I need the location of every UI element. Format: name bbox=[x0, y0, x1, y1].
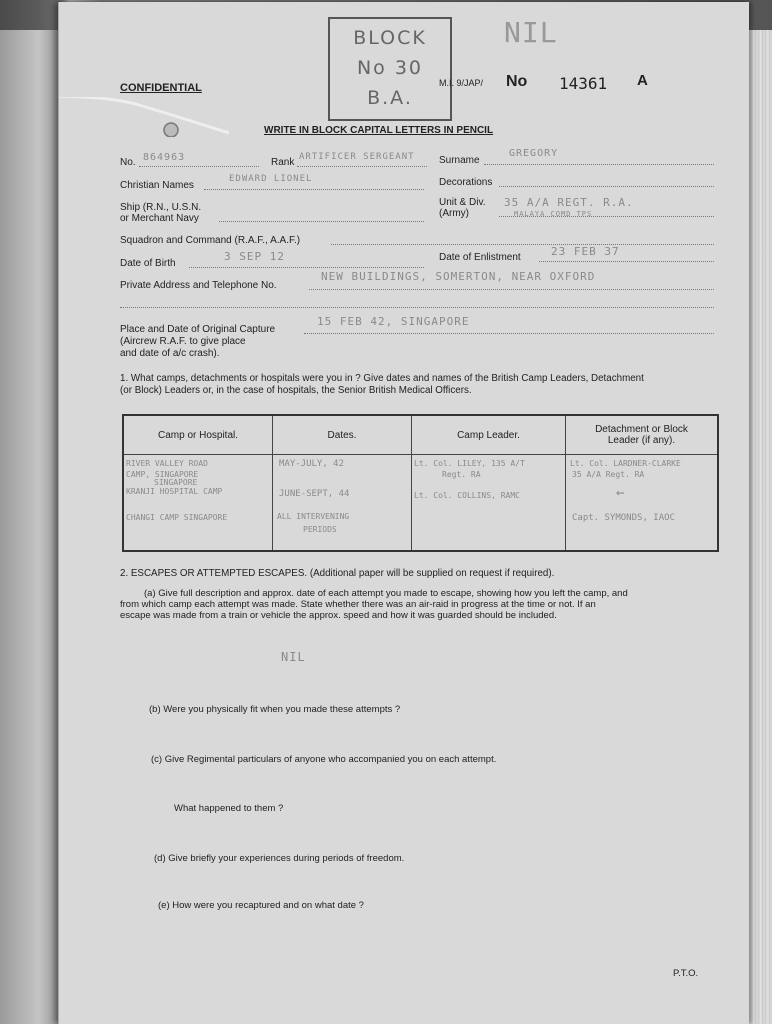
camp-2a: KRANJI HOSPITAL CAMP bbox=[126, 487, 223, 496]
form-suffix: A bbox=[637, 72, 648, 89]
rank-value: ARTIFICER SERGEANT bbox=[299, 152, 415, 162]
capture-label-3: and date of a/c crash). bbox=[120, 348, 220, 359]
dates-3a: ALL INTERVENING bbox=[277, 512, 350, 521]
capture-label-2: (Aircrew R.A.F. to give place bbox=[120, 336, 246, 347]
stamp-line-1: BLOCK bbox=[353, 27, 427, 49]
table-header-row bbox=[123, 415, 718, 455]
q1-text-1: 1. What camps, detachments or hospitals were you in ? Give dates and names of the British Camp Leaders, Detachment bbox=[120, 373, 644, 384]
leader-1b: Regt. RA bbox=[442, 470, 481, 479]
capture-value: 15 FEB 42, SINGAPORE bbox=[317, 315, 470, 328]
q2a-text-3: escape was made from a train or vehicle the approx. speed and how it was guarded should be included. bbox=[120, 610, 557, 621]
christian-names-value: EDWARD LIONEL bbox=[229, 174, 313, 184]
stamp-line-3: B.A. bbox=[367, 87, 413, 109]
q2-heading: 2. ESCAPES OR ATTEMPTED ESCAPES. (Additional paper will be supplied on request if required). bbox=[120, 568, 555, 579]
unit-label-2: (Army) bbox=[439, 208, 469, 219]
camp-2b: SINGAPORE bbox=[154, 478, 198, 487]
unit-label-1: Unit & Div. bbox=[439, 197, 486, 208]
dob-label: Date of Birth bbox=[120, 258, 176, 269]
dates-1: MAY-JULY, 42 bbox=[279, 459, 345, 469]
ship-label-1: Ship (R.N., U.S.N. bbox=[120, 202, 202, 213]
document-page bbox=[58, 2, 749, 1024]
col-dates-header: Dates. bbox=[273, 415, 412, 455]
col-camp-header: Camp or Hospital. bbox=[123, 415, 273, 455]
block-1b: 35 A/A Regt. RA bbox=[572, 470, 645, 479]
tie-string bbox=[59, 97, 229, 137]
col-leader-header: Camp Leader. bbox=[412, 415, 566, 455]
pto-label: P.T.O. bbox=[673, 968, 699, 979]
leader-2: Lt. Col. COLLINS, RAMC bbox=[414, 491, 520, 500]
christian-names-label: Christian Names bbox=[120, 180, 194, 191]
confidential-label: CONFIDENTIAL bbox=[120, 82, 202, 94]
q2b-text: (b) Were you physically fit when you made these attempts ? bbox=[149, 704, 401, 715]
unit-value-2: MALAYA COMD TPS bbox=[514, 210, 593, 218]
decorations-label: Decorations bbox=[439, 177, 493, 188]
camp-3a: CHANGI CAMP SINGAPORE bbox=[126, 513, 228, 522]
address-label: Private Address and Telephone No. bbox=[120, 280, 277, 291]
block-stamp bbox=[328, 17, 452, 121]
capture-label-1: Place and Date of Original Capture bbox=[120, 324, 276, 335]
block-3: Capt. SYMONDS, IAOC bbox=[572, 513, 675, 523]
col-block-header: Detachment or Block Leader (if any). bbox=[566, 415, 719, 455]
dates-3b: PERIODS bbox=[303, 525, 337, 534]
leader-1a: Lt. Col. LILEY, 135 A/T bbox=[414, 459, 525, 468]
rank-label: Rank bbox=[271, 157, 295, 168]
dates-2: JUNE-SEPT, 44 bbox=[279, 489, 350, 499]
camp-cell bbox=[123, 455, 273, 552]
ref-prefix: M.I. 9/JAP/ bbox=[439, 78, 484, 88]
enlistment-value: 23 FEB 37 bbox=[551, 245, 620, 258]
block-1a: Lt. Col. LARDNER-CLARKE bbox=[570, 459, 681, 468]
no-label: No bbox=[506, 73, 528, 90]
leader-cell bbox=[412, 455, 566, 552]
service-number-value: 864963 bbox=[143, 152, 186, 163]
camp-1a: RIVER VALLEY ROAD bbox=[126, 459, 208, 468]
q2a-text-1: (a) Give full description and approx. date of each attempt you made to escape, showing how you left the camp, and bbox=[144, 588, 628, 599]
unit-value-1: 35 A/A REGT. R.A. bbox=[504, 196, 634, 209]
q2a-text-2: from which camp each attempt was made. State whether there was an air-raid in progress at the time or not. If an bbox=[120, 599, 596, 610]
stamp-line-2: No 30 bbox=[356, 57, 424, 79]
table-body bbox=[123, 455, 718, 552]
block-2-ditto: ← bbox=[616, 485, 625, 501]
form-number: 14361 bbox=[559, 74, 608, 93]
camps-table bbox=[122, 414, 719, 552]
dates-cell bbox=[273, 455, 412, 552]
q2e-text: (e) How were you recaptured and on what date ? bbox=[158, 900, 364, 911]
address-value: NEW BUILDINGS, SOMERTON, NEAR OXFORD bbox=[321, 270, 596, 283]
instruction-heading: WRITE IN BLOCK CAPITAL LETTERS IN PENCIL bbox=[264, 125, 494, 136]
q2c-sub-text: What happened to them ? bbox=[174, 803, 284, 814]
q1-text-2: (or Block) Leaders or, in the case of hospitals, the Senior British Medical Officers. bbox=[120, 385, 472, 396]
no-field-label: No. bbox=[120, 157, 136, 168]
q2c-text: (c) Give Regimental particulars of anyone who accompanied you on each attempt. bbox=[151, 754, 497, 765]
enlistment-label: Date of Enlistment bbox=[439, 252, 521, 263]
dob-value: 3 SEP 12 bbox=[224, 250, 285, 263]
q2d-text: (d) Give briefly your experiences during periods of freedom. bbox=[154, 853, 405, 864]
block-cell bbox=[566, 455, 719, 552]
surname-label: Surname bbox=[439, 155, 480, 166]
ship-label-2: or Merchant Navy bbox=[120, 213, 199, 224]
surname-value: GREGORY bbox=[509, 148, 559, 159]
camp-1b: CAMP, SINGAPORE bbox=[126, 470, 199, 479]
nil-annotation: NIL bbox=[504, 16, 558, 49]
squadron-label: Squadron and Command (R.A.F., A.A.F.) bbox=[120, 235, 301, 246]
nil-answer: NIL bbox=[281, 650, 306, 664]
